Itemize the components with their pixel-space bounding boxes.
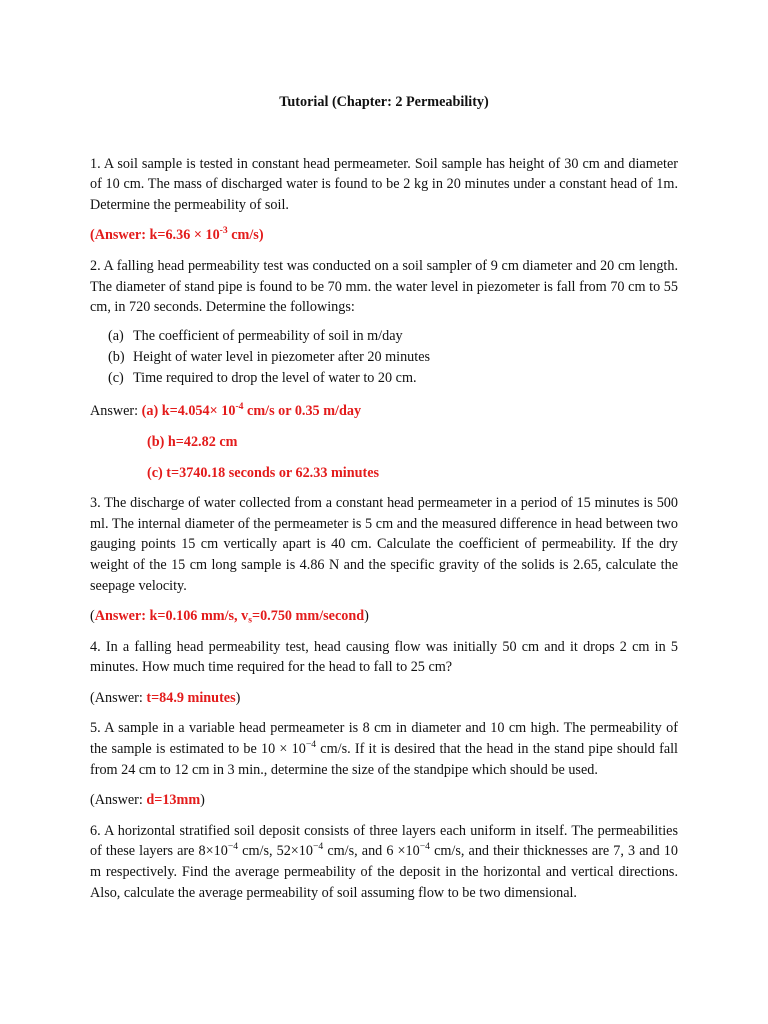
question-4-text: 4. In a falling head permeability test, head causing flow was initially 50 cm and it drops 2 cm in 5 minutes. How much time required for the head to fall to 25 cm? — [90, 638, 678, 676]
question-6-text: 6. A horizontal stratified soil deposit consists of three layers each uniform in itself. The permeabilities of these layers are $8\times 10^{-4}$ cm/s, $52\times 10^{-4}$ cm/s, and $6 \times 10^{-4}$ cm/s, and their thicknesses are 7, 3 and 10 m respectively. Find the average permeability of the deposit in the horizontal and vertical directions. Also, calculate the average permeability of soil assuming flow to be two dimensional. — [90, 822, 678, 901]
question-2-answer-a: Answer: (a) $k=4.054\times 10^{-4}$ cm/s or 0.35 m/day — [90, 401, 362, 420]
question-5-text: 5. A sample in a variable head permeameter is 8 cm in diameter and 10 cm high. The permeability of the sample is estimated to be $10 \times 10^{-4}$ cm/s. If it is desired that the head in the stand pipe should fall from 24 cm to 12 cm in 3 min., determine the size of the standpipe which should be used. — [90, 720, 678, 778]
page-title: Tutorial (Chapter: 2 Permeability) — [279, 94, 489, 110]
document-page — [90, 92, 678, 913]
question-1-answer: (Answer: $k=6.36 \times 10^{-3}$ cm/s) — [90, 225, 264, 244]
question-2-answer-c: (c) t=3740.18 seconds or 62.33 minutes — [147, 464, 380, 481]
question-3-answer: (Answer: k=0.106 mm/s, $v_s=0.750$ mm/second) — [90, 608, 369, 626]
question-1-text: 1. A soil sample is tested in constant head permeameter. Soil sample has height of 30 cm and diameter of 10 cm. The mass of discharged water is found to be 2 kg in 20 minutes under a constant head of 1m. Determine the permeability of soil. — [90, 155, 678, 213]
question-3-text: 3. The discharge of water collected from a constant head permeameter in a period of 15 minutes is 500 ml. The internal diameter of the permeameter is 5 cm and the measured difference in head between two gauging points 15 cm vertically apart is 40 cm. Calculate the coefficient of permeability. If the dry weight of the 15 cm long sample is 4.86 N and the specific gravity of the solids is 2.65, calculate the seepage velocity. — [90, 495, 678, 594]
question-2-text: 2. A falling head permeability test was conducted on a soil sampler of 9 cm diameter and 20 cm length. The diameter of stand pipe is found to be 70 mm. the water level in piezometer is fall from 70 cm to 55 cm, in 720 seconds. Determine the followings: — [90, 257, 678, 316]
list-item: (a) The coefficient of permeability of soil in m/day — [108, 327, 403, 344]
list-item: (c) Time required to drop the level of water to 20 cm. — [108, 370, 417, 387]
question-2-answer-b: (b) h=42.82 cm — [147, 433, 238, 450]
list-item: (b) Height of water level in piezometer after 20 minutes — [108, 348, 431, 365]
question-2-subparts — [108, 326, 678, 390]
question-4-answer: (Answer: t=84.9 minutes) — [90, 689, 241, 706]
question-5-answer: (Answer: d=13mm) — [90, 792, 205, 809]
